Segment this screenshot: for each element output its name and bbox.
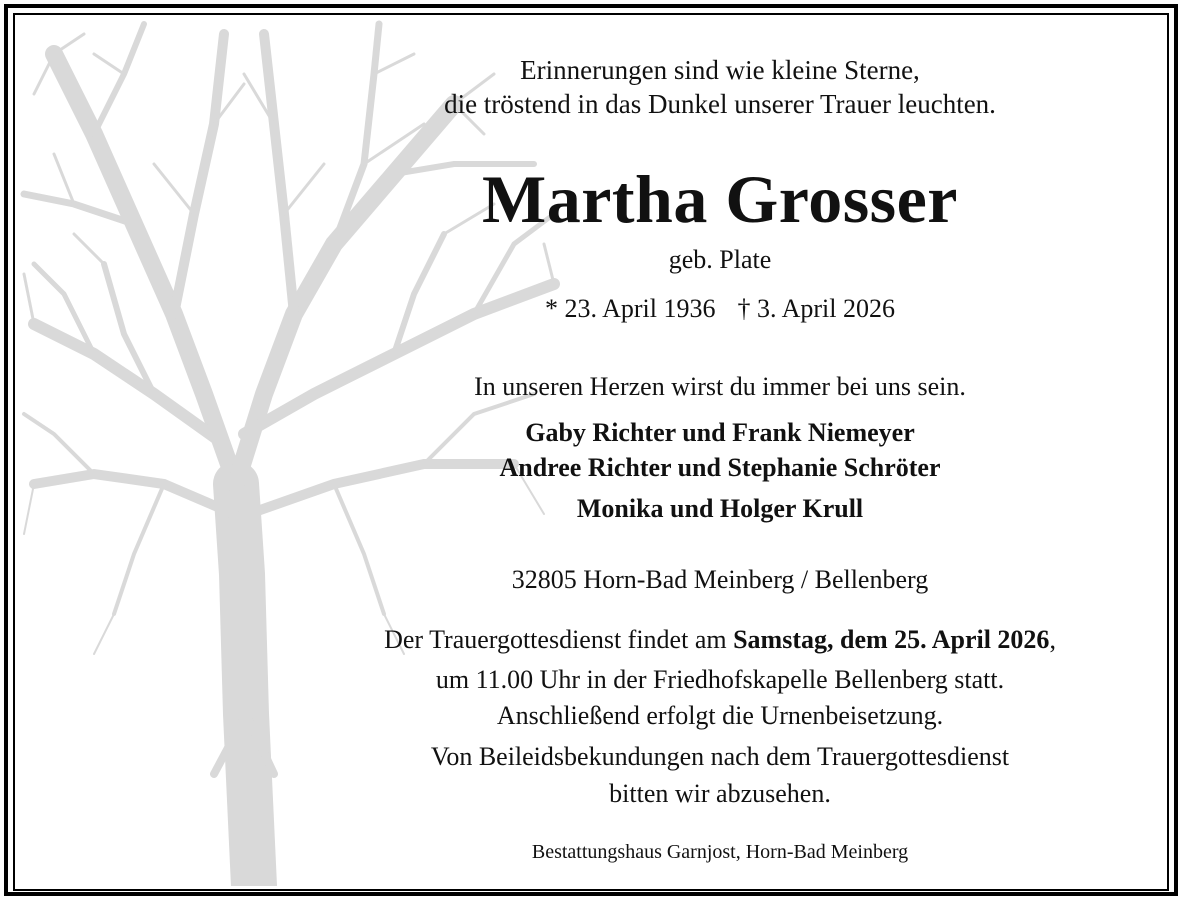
mourner-line-3: Monika und Holger Krull [576,494,864,523]
mourner-location: 32805 Horn-Bad Meinberg / Bellenberg [511,565,929,594]
death-date: † 3. April 2026 [737,294,895,323]
condolence-line-1: Von Beileidsbekundungen nach dem Trauergottesdienst [430,742,1010,771]
funeral-home: Bestattungshaus Garnjost, Horn-Bad Meinberg [531,841,909,863]
service-line-1 [270,625,1170,655]
service-prefix: Der Trauergottesdienst findet am [384,625,734,654]
service-line-3: Anschließend erfolgt die Urnenbeisetzung. [496,701,944,730]
life-dates [270,294,1170,324]
service-date: Samstag, dem 25. April 2026 [733,625,1050,654]
birth-name: geb. Plate [668,245,772,274]
poem-line-1: Erinnerungen sind wie kleine Sterne, [520,55,920,85]
deceased-name: Martha Grosser [482,161,958,237]
birth-date: * 23. April 1936 [545,294,716,323]
condolence-line-2: bitten wir abzusehen. [609,779,831,808]
service-suffix: , [1049,625,1056,654]
memorial-message: In unseren Herzen wirst du immer bei uns sein. [474,372,966,401]
mourner-line-1: Gaby Richter und Frank Niemeyer [525,418,915,447]
notice-content [270,0,1170,900]
mourner-line-2: Andree Richter und Stephanie Schröter [499,453,941,482]
poem-line-2: die tröstend in das Dunkel unserer Trauer leuchten. [444,89,996,119]
service-line-2: um 11.00 Uhr in der Friedhofskapelle Bellenberg statt. [435,665,1005,694]
